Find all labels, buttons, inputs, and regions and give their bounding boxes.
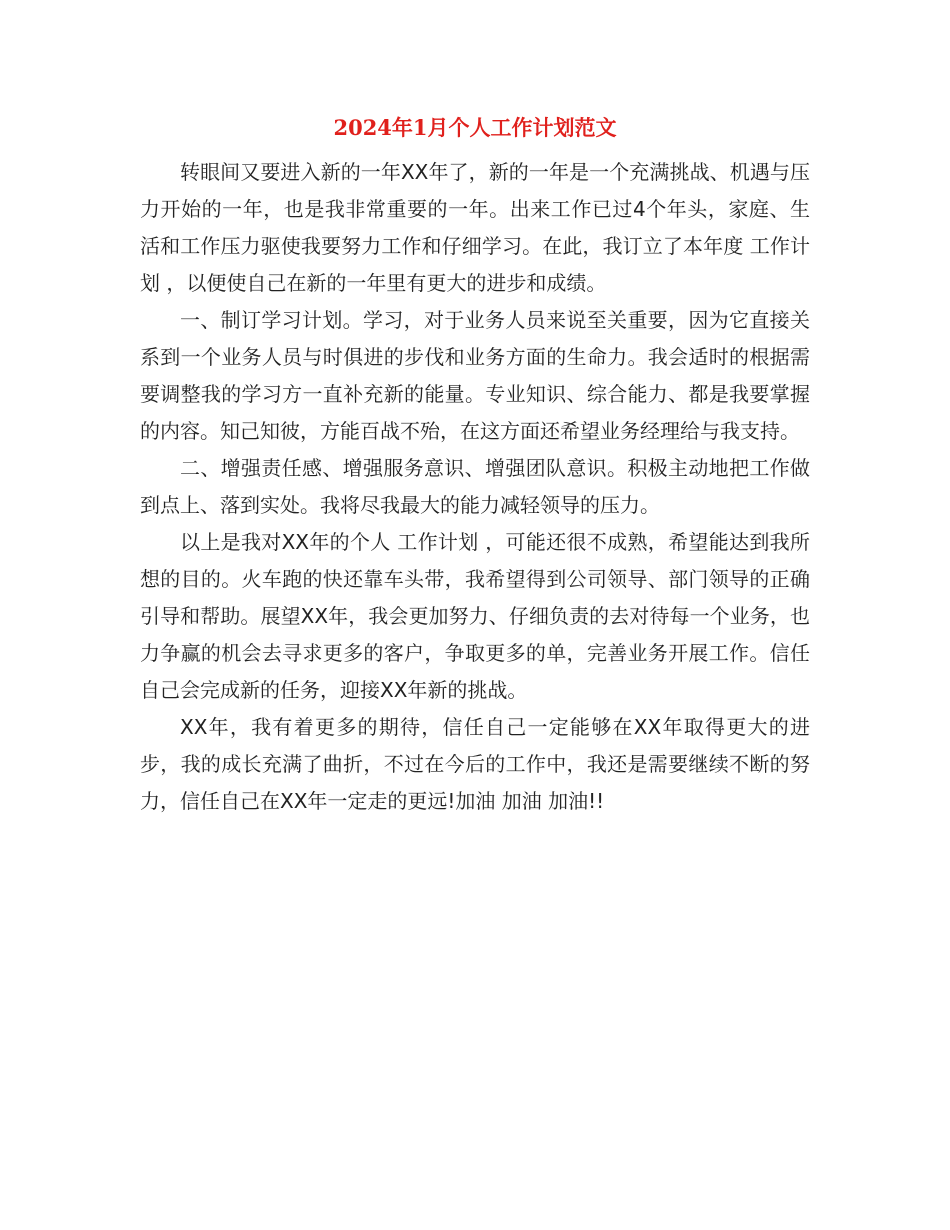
paragraph-study-plan: 一、制订学习计划。学习，对于业务人员来说至关重要，因为它直接关系到一个业务人员与时俱进的步伐和业务方面的生命力。我会适时的根据需要调整我的学习方一直补充新的能量。专业知识、综合能力、都是我要掌握的内容。知己知彼，方能百战不殆，在这方面还希望业务经理给与我支持。	[140, 308, 810, 443]
paragraph-intro: 转眼间又要进入新的一年XX年了，新的一年是一个充满挑战、机遇与压力开始的一年，也是我非常重要的一年。出来工作已过4个年头，家庭、生活和工作压力驱使我要努力工作和仔细学习。在此，我订立了本年度 工作计划 ，以便使自己在新的一年里有更大的进步和成绩。	[140, 160, 810, 295]
paragraph-outlook: 以上是我对XX年的个人 工作计划 ，可能还很不成熟，希望能达到我所想的目的。火车跑的快还靠车头带，我希望得到公司领导、部门领导的正确引导和帮助。展望XX年，我会更加努力、仔细负责的去对待每一个业务，也力争赢的机会去寻求更多的客户，争取更多的单，完善业务开展工作。信任自己会完成新的任务，迎接XX年新的挑战。	[140, 530, 810, 702]
document-title: 2024年1月个人工作计划范文	[333, 115, 617, 140]
paragraph-responsibility: 二、增强责任感、增强服务意识、增强团队意识。积极主动地把工作做到点上、落到实处。我将尽我最大的能力减轻领导的压力。	[140, 456, 810, 517]
paragraph-closing: XX年，我有着更多的期待，信任自己一定能够在XX年取得更大的进步，我的成长充满了曲折，不过在今后的工作中，我还是需要继续不断的努力，信任自己在XX年一定走的更远!加油 加油 加油!!	[140, 715, 810, 813]
document-body	[140, 154, 810, 820]
